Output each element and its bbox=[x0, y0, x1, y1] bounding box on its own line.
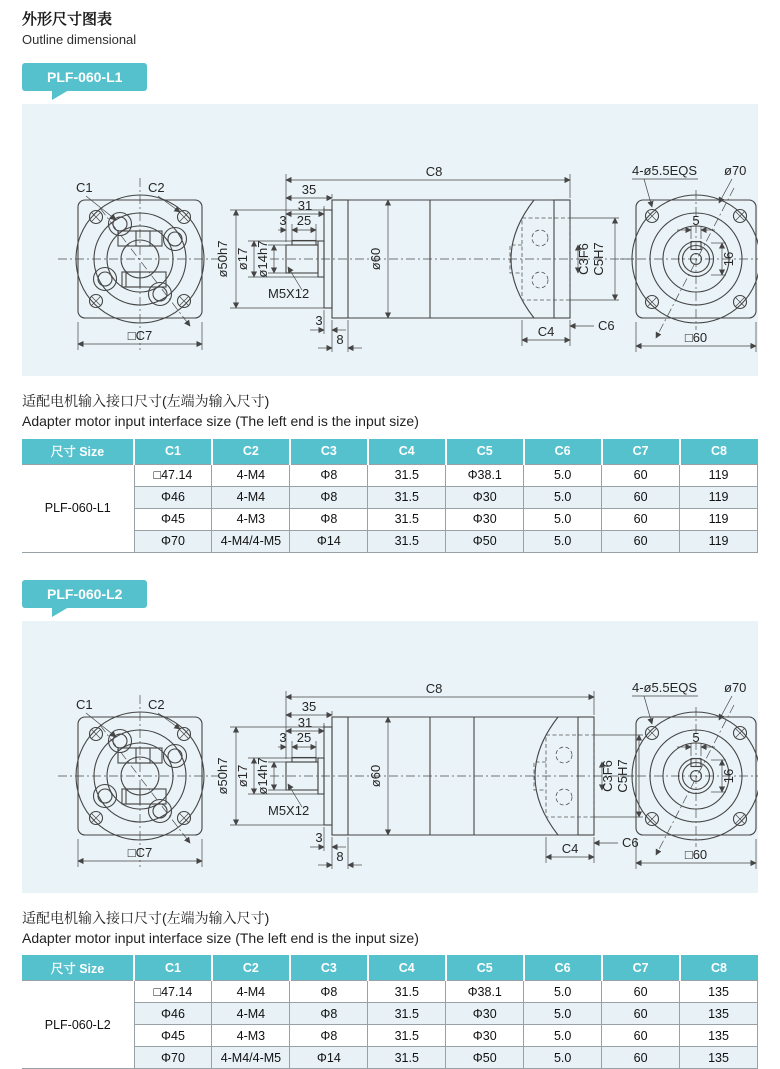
model-group-cell: PLF-060-L1 bbox=[22, 464, 134, 552]
table-cell: 5.0 bbox=[524, 464, 602, 486]
dim-label-c5h7: C5H7 bbox=[591, 242, 606, 276]
col-header-c5: C5 bbox=[446, 955, 524, 981]
table-cell: Φ46 bbox=[134, 1003, 212, 1025]
back-view bbox=[620, 680, 758, 869]
dim-label-eqs: 4-ø5.5EQS bbox=[632, 679, 698, 695]
dim-label-c5h7: C5H7 bbox=[615, 758, 630, 793]
dim-label-tap: M5X12 bbox=[268, 802, 310, 818]
dim-label-shaft-dia: ø50h7 bbox=[215, 757, 230, 795]
dim-label-c1: C1 bbox=[76, 180, 93, 195]
table-cell: Φ50 bbox=[446, 530, 524, 552]
table-cell: □47.14 bbox=[134, 464, 212, 486]
dim-label-c2: C2 bbox=[148, 696, 165, 712]
dim-label-25: 25 bbox=[296, 213, 312, 228]
col-header-size: 尺寸 Size bbox=[22, 955, 134, 981]
dim-label-c8: C8 bbox=[425, 680, 443, 696]
dim-label-shaft-dia: ø50h7 bbox=[215, 240, 230, 278]
table-cell: 31.5 bbox=[368, 1003, 446, 1025]
table-cell: 4-M4 bbox=[212, 486, 290, 508]
table-cell: 60 bbox=[602, 530, 680, 552]
page-title: 外形尺寸图表 bbox=[22, 11, 113, 28]
table-cell: 31.5 bbox=[368, 1047, 446, 1069]
dim-label-8: 8 bbox=[336, 848, 344, 864]
front-view bbox=[58, 695, 222, 867]
table-cell: 4-M4 bbox=[212, 464, 290, 486]
table-cell: Φ30 bbox=[446, 1025, 524, 1047]
dim-label-sq60: □60 bbox=[684, 330, 708, 345]
table-cell: 4-M4 bbox=[212, 1003, 290, 1025]
table-cell: Φ8 bbox=[290, 1025, 368, 1047]
col-header-c1: C1 bbox=[134, 439, 212, 465]
rear-bell bbox=[534, 691, 643, 863]
side-view bbox=[215, 164, 634, 352]
page-subtitle: Outline dimensional bbox=[22, 32, 137, 47]
caption-zh: 适配电机输入接口尺寸(左端为输入尺寸) bbox=[22, 393, 270, 409]
table-cell: Φ14 bbox=[290, 530, 368, 552]
dim-label-c6: C6 bbox=[598, 318, 615, 333]
model-badge-l2: PLF-060-L2 bbox=[22, 580, 147, 608]
dim-label-sq60: □60 bbox=[684, 846, 708, 862]
table-cell: 5.0 bbox=[524, 981, 602, 1003]
table-cell: 4-M4/4-M5 bbox=[212, 530, 290, 552]
dim-label-17: ø17 bbox=[235, 247, 250, 271]
caption-zh: 适配电机输入接口尺寸(左端为输入尺寸) bbox=[22, 909, 270, 926]
dim-label-8: 8 bbox=[336, 332, 344, 347]
table-cell: Φ45 bbox=[134, 508, 212, 530]
table-cell: Φ14 bbox=[290, 1047, 368, 1069]
table-cell: Φ38.1 bbox=[446, 981, 524, 1003]
table-cell: 31.5 bbox=[368, 1025, 446, 1047]
table-cell: 31.5 bbox=[368, 508, 446, 530]
table-cell: 60 bbox=[602, 464, 680, 486]
dim-label-16: 16 bbox=[721, 251, 736, 267]
dim-label-c2: C2 bbox=[148, 180, 165, 195]
col-header-c8: C8 bbox=[680, 439, 758, 465]
table-cell: 5.0 bbox=[524, 1025, 602, 1047]
dim-label-3-pilot: 3 bbox=[315, 829, 323, 845]
col-header-c3: C3 bbox=[290, 439, 368, 465]
dim-label-c7: □C7 bbox=[127, 328, 153, 343]
dim-label-17: ø17 bbox=[235, 764, 250, 787]
table-cell: 60 bbox=[602, 1025, 680, 1047]
table-cell: 5.0 bbox=[524, 486, 602, 508]
table-cell: 60 bbox=[602, 981, 680, 1003]
dim-label-35: 35 bbox=[301, 698, 317, 714]
table-cell: 31.5 bbox=[368, 464, 446, 486]
dim-label-14h7: ø14h7 bbox=[255, 757, 270, 795]
table-cell: Φ70 bbox=[134, 530, 212, 552]
table-cell: 119 bbox=[680, 464, 758, 486]
dim-label-70: ø70 bbox=[724, 163, 747, 178]
table-cell: 4-M3 bbox=[212, 508, 290, 530]
model-group-cell: PLF-060-L2 bbox=[22, 981, 134, 1069]
drawing-panel-l2 bbox=[22, 621, 758, 893]
dimension-table-l1 bbox=[22, 439, 758, 553]
dim-label-c8: C8 bbox=[425, 164, 443, 179]
outline-drawing-l2 bbox=[22, 621, 758, 893]
drawing-panel-l1 bbox=[22, 104, 758, 376]
table-cell: 5.0 bbox=[524, 508, 602, 530]
table-cell: 5.0 bbox=[524, 1003, 602, 1025]
dim-label-31: 31 bbox=[297, 198, 313, 213]
table-cell: Φ70 bbox=[134, 1047, 212, 1069]
table-cell: Φ50 bbox=[446, 1047, 524, 1069]
dim-label-3-pilot: 3 bbox=[315, 313, 323, 328]
table-cell: 5.0 bbox=[524, 530, 602, 552]
col-header-c1: C1 bbox=[134, 955, 212, 981]
dim-label-3-key: 3 bbox=[279, 213, 287, 228]
table-cell: Φ8 bbox=[290, 508, 368, 530]
col-header-c6: C6 bbox=[524, 439, 602, 465]
dim-label-70: ø70 bbox=[724, 679, 747, 695]
col-header-size: 尺寸 Size bbox=[22, 439, 134, 465]
table-cell: 4-M3 bbox=[212, 1025, 290, 1047]
table-cell: Φ46 bbox=[134, 486, 212, 508]
table-cell: 119 bbox=[680, 530, 758, 552]
table-cell: 135 bbox=[680, 981, 758, 1003]
col-header-c5: C5 bbox=[446, 439, 524, 465]
table-cell: 60 bbox=[602, 508, 680, 530]
caption-en: Adapter motor input interface size (The left end is the input size) bbox=[22, 929, 419, 946]
table-cell: Φ8 bbox=[290, 464, 368, 486]
table-cell: 60 bbox=[602, 1003, 680, 1025]
table-cell: 135 bbox=[680, 1003, 758, 1025]
table-cell: □47.14 bbox=[134, 981, 212, 1003]
dim-label-eqs: 4-ø5.5EQS bbox=[632, 163, 698, 178]
dim-label-c3f6: C3F6 bbox=[600, 759, 615, 792]
col-header-c3: C3 bbox=[290, 955, 368, 981]
col-header-c4: C4 bbox=[368, 955, 446, 981]
caption-en: Adapter motor input interface size (The left end is the input size) bbox=[22, 413, 419, 430]
table-cell: 31.5 bbox=[368, 486, 446, 508]
table-cell: Φ8 bbox=[290, 1003, 368, 1025]
caption-l2 bbox=[22, 908, 758, 949]
table-row bbox=[22, 981, 758, 1003]
col-header-c7: C7 bbox=[602, 955, 680, 981]
outline-drawing-l1 bbox=[22, 104, 758, 376]
rear-bell bbox=[510, 174, 619, 346]
table-cell: 135 bbox=[680, 1025, 758, 1047]
dim-label-14h7: ø14h7 bbox=[255, 240, 270, 278]
table-cell: 4-M4 bbox=[212, 981, 290, 1003]
table-cell: Φ30 bbox=[446, 486, 524, 508]
side-view bbox=[215, 681, 643, 869]
table-cell: Φ30 bbox=[446, 1003, 524, 1025]
table-cell: Φ8 bbox=[290, 981, 368, 1003]
dim-label-c7: □C7 bbox=[127, 844, 153, 860]
dim-label-body-dia: ø60 bbox=[368, 247, 383, 271]
dim-label-16: 16 bbox=[721, 768, 736, 783]
col-header-c8: C8 bbox=[680, 955, 758, 981]
dim-label-c6: C6 bbox=[622, 834, 639, 850]
dim-label-body-dia: ø60 bbox=[368, 764, 383, 787]
dimension-table-l2 bbox=[22, 955, 758, 1069]
dim-label-c4: C4 bbox=[561, 840, 579, 856]
col-header-c2: C2 bbox=[212, 439, 290, 465]
col-header-c6: C6 bbox=[524, 955, 602, 981]
col-header-c7: C7 bbox=[602, 439, 680, 465]
table-row bbox=[22, 464, 758, 486]
col-header-c4: C4 bbox=[368, 439, 446, 465]
table-cell: Φ38.1 bbox=[446, 464, 524, 486]
dim-label-3-key: 3 bbox=[279, 729, 287, 745]
dim-label-35: 35 bbox=[301, 182, 317, 197]
dim-label-5: 5 bbox=[692, 213, 700, 228]
dim-label-c1: C1 bbox=[76, 696, 93, 712]
dim-label-5: 5 bbox=[692, 729, 700, 745]
table-cell: 135 bbox=[680, 1047, 758, 1069]
table-cell: Φ45 bbox=[134, 1025, 212, 1047]
model-badge-l1: PLF-060-L1 bbox=[22, 63, 147, 91]
table-cell: 60 bbox=[602, 1047, 680, 1069]
back-view bbox=[620, 163, 758, 352]
table-cell: 31.5 bbox=[368, 530, 446, 552]
table-cell: 119 bbox=[680, 486, 758, 508]
table-cell: Φ8 bbox=[290, 486, 368, 508]
table-cell: 119 bbox=[680, 508, 758, 530]
dim-label-c4: C4 bbox=[537, 324, 555, 339]
table-cell: 31.5 bbox=[368, 981, 446, 1003]
table-cell: Φ30 bbox=[446, 508, 524, 530]
col-header-c2: C2 bbox=[212, 955, 290, 981]
caption-l1 bbox=[22, 391, 758, 432]
table-cell: 60 bbox=[602, 486, 680, 508]
dim-label-31: 31 bbox=[297, 714, 313, 730]
dim-label-c3f6: C3F6 bbox=[576, 243, 591, 275]
dim-label-25: 25 bbox=[296, 729, 312, 745]
table-cell: 4-M4/4-M5 bbox=[212, 1047, 290, 1069]
table-cell: 5.0 bbox=[524, 1047, 602, 1069]
front-view bbox=[58, 178, 222, 350]
dim-label-tap: M5X12 bbox=[268, 286, 310, 301]
